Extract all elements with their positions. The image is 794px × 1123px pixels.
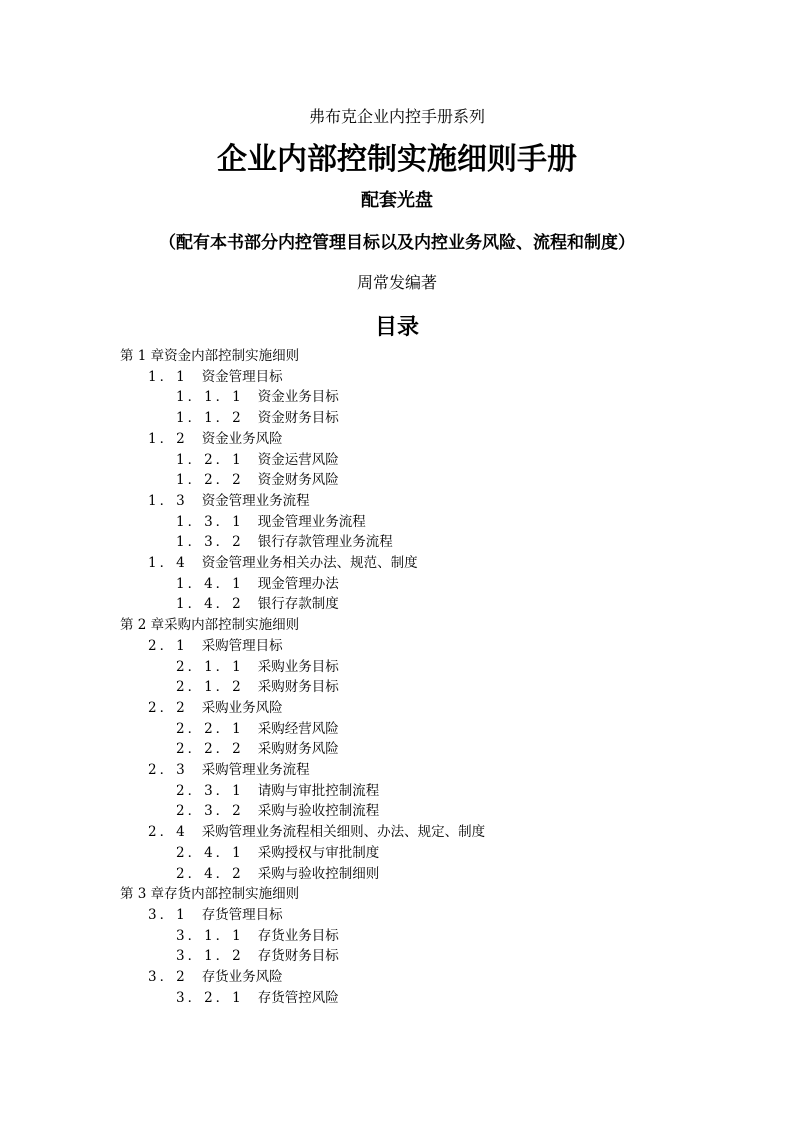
toc-text: 第 3 章存货内部控制实施细则 [120,886,300,903]
toc-subsection [176,843,379,864]
toc-number: 2．2．1 [176,720,244,737]
toc-text: 第 2 章采购内部控制实施细则 [120,617,300,634]
toc-section [148,760,310,781]
toc-text: 银行存款管理业务流程 [257,534,393,551]
toc-subsection [176,801,379,822]
toc-number: 2．1．1 [176,658,244,675]
toc-subsection [176,864,379,885]
toc-text: 采购财务目标 [257,679,339,696]
toc-subsection [176,657,339,678]
toc-number: 2．1．2 [176,679,244,696]
toc-subsection [176,946,339,967]
toc-number: 3．1．1 [176,927,244,944]
toc-section [148,491,310,512]
toc-number: 2．3．1 [176,782,244,799]
toc-text: 采购业务目标 [257,658,339,675]
toc-subsection [176,512,366,533]
toc-number: 1．2．2 [176,472,244,489]
toc-text: 现金管理业务流程 [257,513,366,530]
toc-number: 1．1．1 [176,389,244,406]
toc-chapter [120,884,299,905]
toc-text: 采购经营风险 [257,720,339,737]
toc-section [148,698,283,719]
toc-subsection [176,532,393,553]
toc-text: 请购与审批控制流程 [257,782,380,799]
toc-number: 1．1．2 [176,410,244,427]
toc-text: 存货管控风险 [257,989,339,1006]
toc-section [148,967,283,988]
toc-section [148,367,283,388]
toc-number: 3．2．1 [176,989,244,1006]
toc-subsection [176,470,339,491]
toc-text: 采购管理业务流程 [201,762,310,778]
toc-text: 银行存款制度 [257,596,339,613]
toc-number: 1．1 [148,368,188,385]
toc-chapter [120,346,299,367]
toc-section [148,553,418,574]
toc-text: 资金管理业务相关办法、规范、制度 [201,555,418,571]
toc-text: 资金管理业务流程 [201,492,310,509]
toc-text: 采购财务风险 [257,741,339,758]
toc-text: 存货财务目标 [257,948,339,965]
toc-text: 采购与验收控制细则 [257,865,380,882]
toc-section [148,636,283,657]
toc-number: 1．3．1 [176,513,244,530]
toc-number: 3．2 [148,969,188,985]
toc-text: 存货管理目标 [201,906,283,923]
toc-subsection [176,988,339,1009]
book-note: （配有本书部分内控管理目标以及内控业务风险、流程和制度） [159,233,635,253]
toc-number: 1．4．1 [176,575,244,592]
toc-number: 2．4 [148,824,188,841]
toc-title: 目录 [374,314,419,340]
toc-number: 2．3 [148,762,188,778]
toc-number: 2．4．1 [176,844,244,861]
toc-text: 存货业务目标 [257,927,339,944]
toc-subsection [176,677,339,698]
toc-text: 资金运营风险 [257,451,339,468]
toc-subsection [176,926,339,947]
toc-subsection [176,450,339,471]
toc-number: 1．3．2 [176,534,244,551]
toc-subsection [176,574,339,595]
toc-text: 采购管理目标 [201,637,283,654]
toc-number: 3．1 [148,906,188,923]
toc-number: 2．1 [148,637,188,654]
toc-text: 第 1 章资金内部控制实施细则 [120,348,300,364]
toc-number: 1．4 [148,555,188,571]
toc-chapter [120,615,299,636]
toc-number: 1．4．2 [176,596,244,613]
toc-number: 1．2．1 [176,451,244,468]
toc-text: 资金业务目标 [257,389,339,406]
toc-number: 2．4．2 [176,865,244,882]
toc-subsection [176,594,339,615]
toc-text: 资金财务目标 [257,410,339,427]
toc-text: 资金管理目标 [201,368,283,385]
toc-subsection [176,719,339,740]
toc-number: 1．3 [148,492,188,509]
book-title: 企业内部控制实施细则手册 [217,142,577,177]
toc-text: 采购与验收控制流程 [257,803,380,820]
toc-section [148,822,485,843]
toc-text: 采购授权与审批制度 [257,844,380,861]
toc-number: 2．2 [148,699,188,716]
toc-number: 2．2．2 [176,741,244,758]
toc-text: 资金业务风险 [201,430,283,447]
toc-subsection [176,739,339,760]
book-subtitle: 配套光盘 [361,190,433,211]
toc-number: 3．1．2 [176,948,244,965]
toc-section [148,429,283,450]
toc-text: 采购业务风险 [201,699,283,716]
series-title: 弗布克企业内控手册系列 [308,107,485,126]
toc-text: 采购管理业务流程相关细则、办法、规定、制度 [201,824,486,841]
toc-text: 现金管理办法 [257,575,339,592]
author-line: 周常发编著 [356,273,437,292]
toc-subsection [176,781,379,802]
toc-text: 存货业务风险 [201,969,283,985]
toc-number: 2．3．2 [176,803,244,820]
toc-subsection [176,387,339,408]
toc-subsection [176,408,339,429]
toc-text: 资金财务风险 [257,472,339,489]
toc-section [148,905,283,926]
toc-number: 1．2 [148,430,188,447]
